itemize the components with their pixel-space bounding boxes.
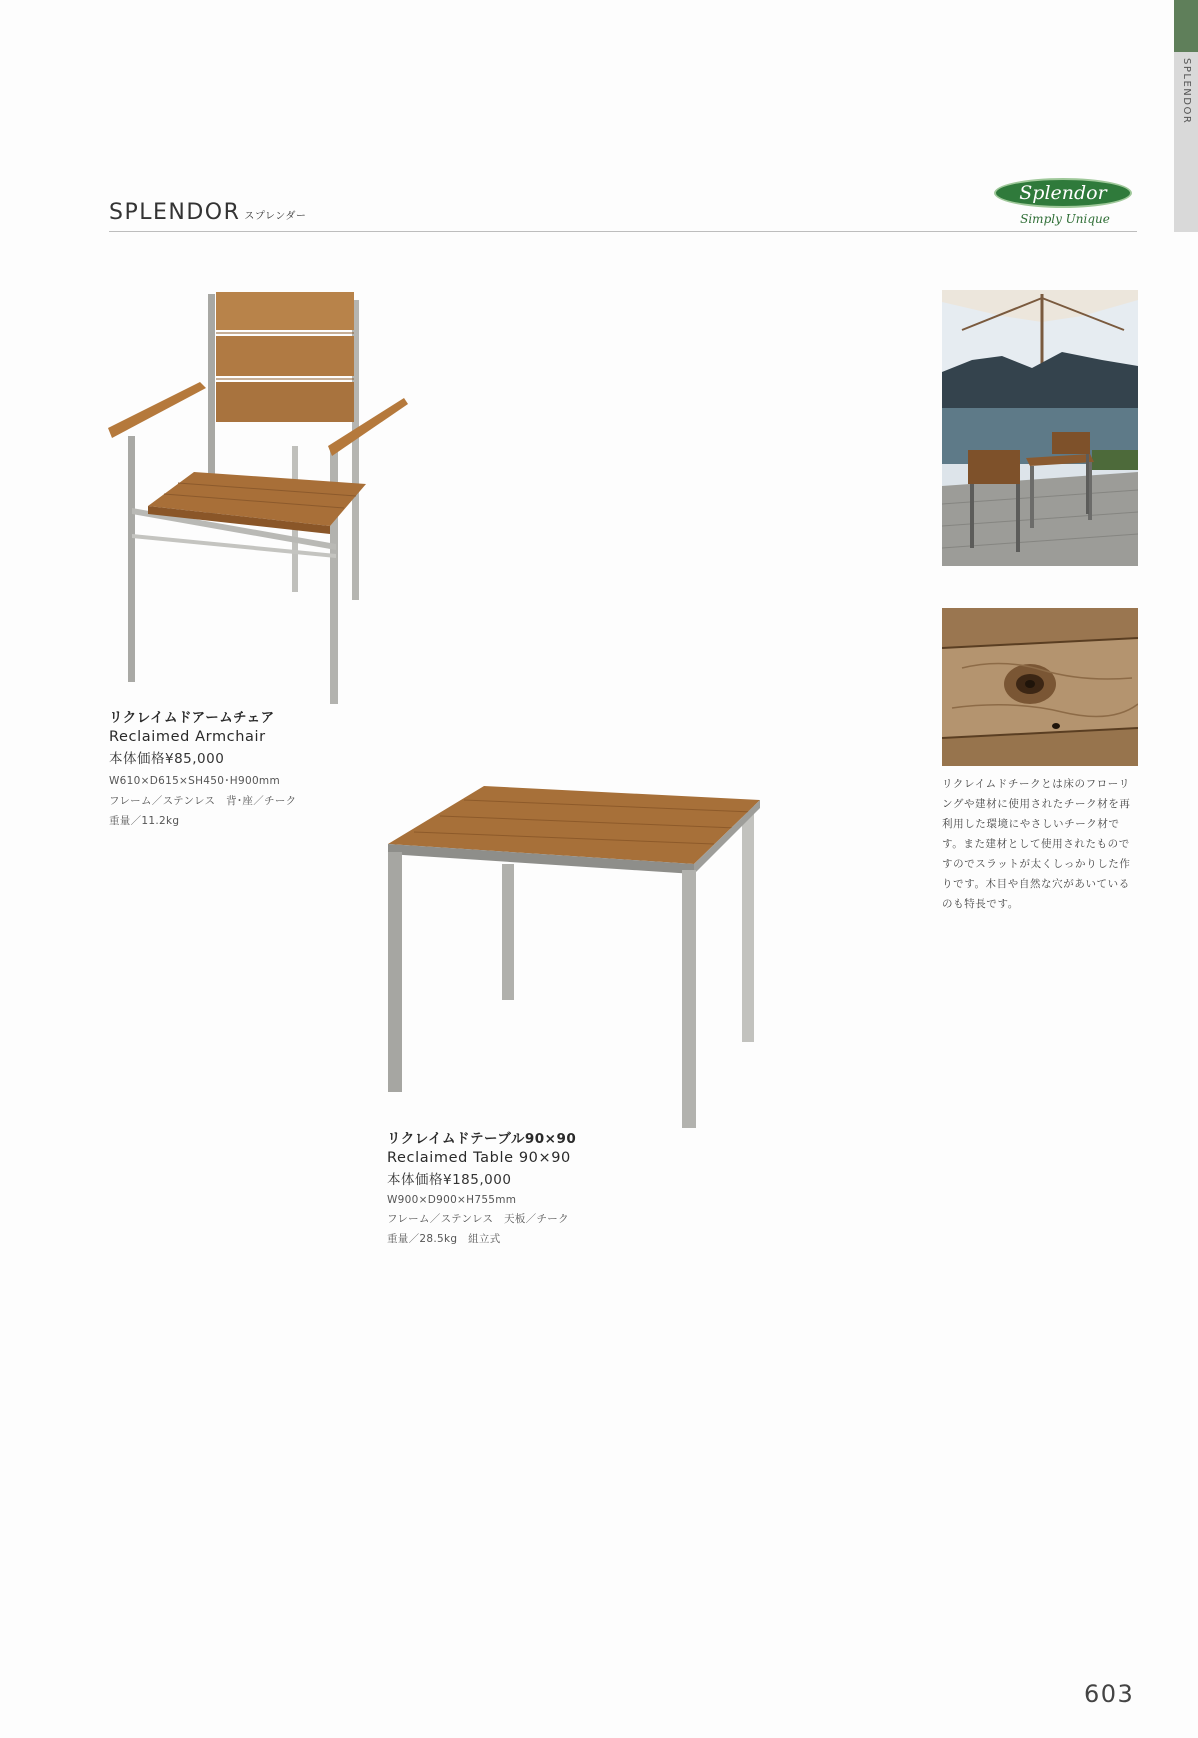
product-price: 本体価格¥85,000 bbox=[109, 751, 225, 767]
product-dimensions: W610×D615×SH450･H900mm bbox=[109, 775, 280, 787]
header-divider bbox=[109, 231, 1137, 232]
product-dimensions: W900×D900×H755mm bbox=[387, 1194, 517, 1206]
page-number: 603 bbox=[1084, 1680, 1135, 1708]
product-name-ja: リクレイムドアームチェア bbox=[109, 710, 275, 726]
armchair-image bbox=[104, 286, 414, 706]
side-tab-label: SPLENDOR bbox=[1181, 58, 1192, 125]
side-tab-accent bbox=[1174, 0, 1198, 52]
product-weight: 重量／28.5kg 組立式 bbox=[387, 1233, 501, 1245]
logo-name: Splendor bbox=[1019, 182, 1107, 204]
logo-tagline: Simply Unique bbox=[1020, 212, 1110, 226]
logo-oval bbox=[994, 178, 1132, 208]
product-price: 本体価格¥185,000 bbox=[387, 1172, 512, 1188]
product-materials: フレーム／ステンレス 背･座／チーク bbox=[109, 795, 297, 807]
reclaimed-teak-description: リクレイムドチークとは床のフローリングや建材に使用されたチーク材を再利用した環境にやさしいチーク材です。また建材として使用されたものですのでスラットが太くしっかりした作りです。木目や自然な穴があいているのも特長です。 bbox=[942, 778, 1131, 910]
brand-logo bbox=[992, 176, 1138, 232]
product-name-ja: リクレイムドテーブル90×90 bbox=[387, 1131, 577, 1147]
page-title-kana: スプレンダー bbox=[244, 211, 307, 222]
page-title-text: SPLENDOR bbox=[109, 200, 241, 225]
terrace-scene-photo bbox=[942, 290, 1138, 566]
table-image bbox=[384, 782, 764, 1132]
product-weight: 重量／11.2kg bbox=[109, 815, 180, 827]
product-name-en: Reclaimed Armchair bbox=[109, 729, 266, 745]
table-details bbox=[387, 1127, 576, 1246]
product-name-en: Reclaimed Table 90×90 bbox=[387, 1150, 571, 1166]
product-materials: フレーム／ステンレス 天板／チーク bbox=[387, 1213, 569, 1225]
armchair-details bbox=[109, 706, 296, 828]
reclaimed-teak-closeup-photo bbox=[942, 608, 1138, 766]
page-title bbox=[109, 200, 306, 225]
